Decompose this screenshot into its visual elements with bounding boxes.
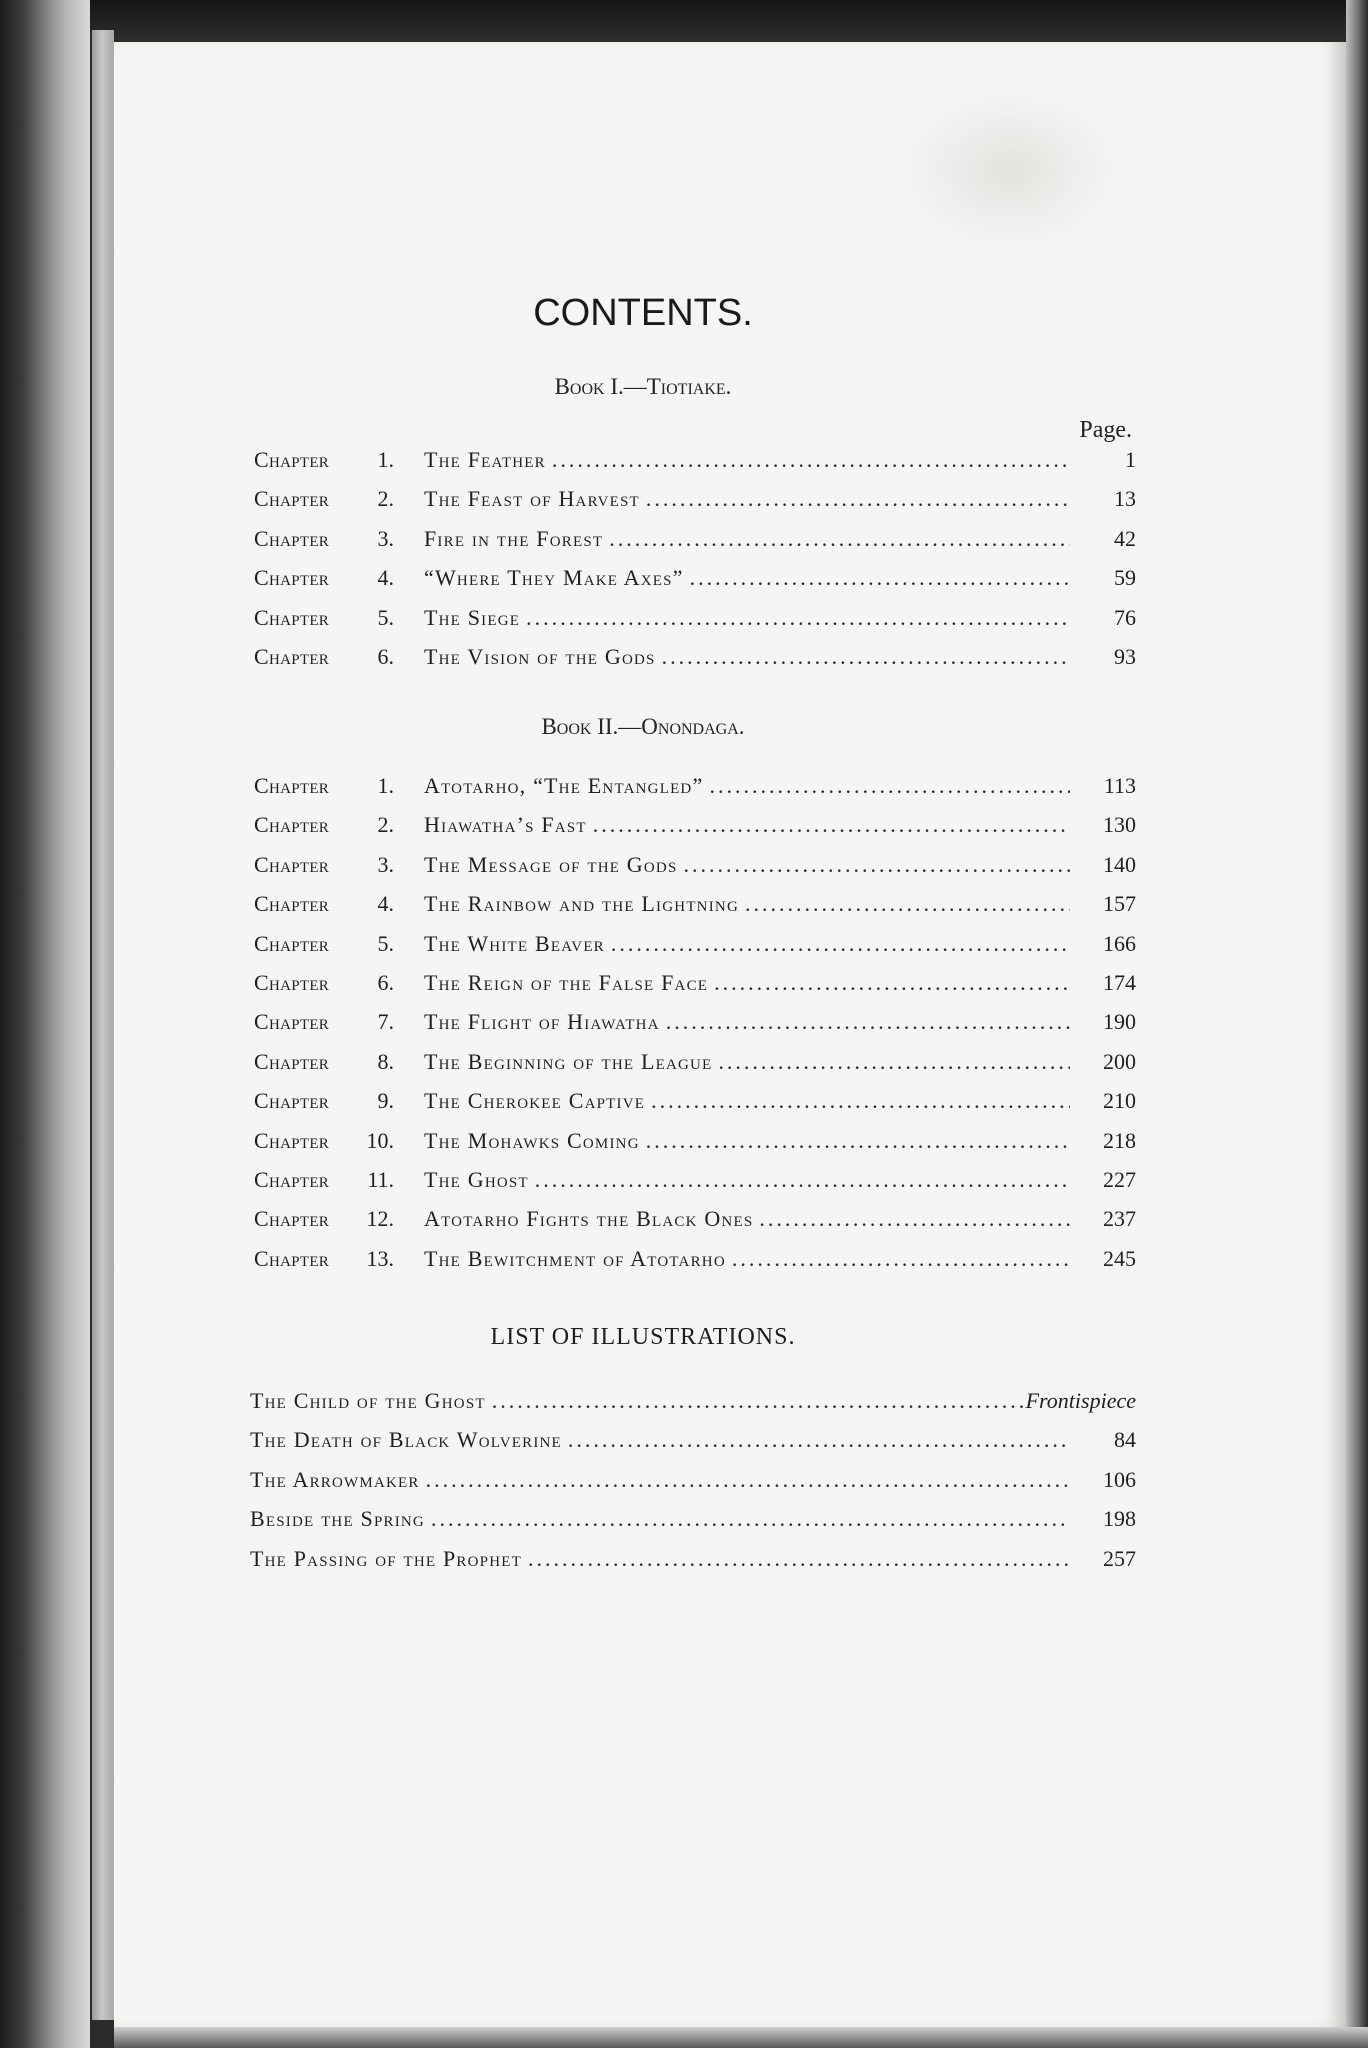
chapter-word: Chapter [254,970,330,995]
chapter-number: 7. [377,1009,394,1035]
table-of-contents [114,0,1346,2048]
chapter-row [254,891,1136,925]
chapter-word: Chapter [254,644,330,669]
chapter-row [254,1246,1136,1280]
chapter-row [254,970,1136,1004]
chapter-title: The Bewitchment of Atotarho [424,1245,726,1271]
chapter-word: Chapter [254,525,330,551]
illustration-row [250,1467,1136,1501]
chapter-word: Chapter [254,812,330,838]
dot-leader [552,447,1070,473]
chapter-word: Chapter [254,1245,330,1271]
chapter-page-number: 227 [1103,1167,1136,1192]
dot-leader [535,1167,1070,1193]
chapter-title: Fire in the Forest [424,525,604,551]
page-right-edge [1346,0,1368,2048]
chapter-word: Chapter [254,891,330,917]
chapter-page-number: 218 [1103,1127,1136,1153]
chapter-title: The Flight of Hiawatha [424,1009,660,1035]
illustration-page-number: Frontispiece [1025,1388,1136,1413]
chapter-word: Chapter [254,1167,330,1192]
dot-leader [426,1467,1070,1493]
illustration-page-number: 106 [1103,1466,1136,1492]
illustration-title: The Death of Black Wolverine [250,1427,562,1453]
chapter-title: The Vision of the Gods [424,644,656,669]
dot-leader [666,1009,1070,1035]
scan-left-edge [0,0,90,2048]
chapter-number: 2. [377,486,394,512]
chapter-title: The Mohawks Coming [424,1127,640,1153]
chapter-word: Chapter [254,604,330,630]
illustration-title: Beside the Spring [250,1506,425,1532]
chapter-page-number: 76 [1114,604,1136,630]
illustrations-heading: LIST OF ILLUSTRATIONS. [490,1324,796,1350]
illustration-page-number: 198 [1103,1506,1136,1532]
chapter-page-number: 200 [1103,1048,1136,1074]
chapter-number: 1. [377,773,394,798]
illustration-page-number: 257 [1103,1545,1136,1571]
page-column-label: Page. [1079,417,1132,443]
illustration-page-number: 84 [1114,1427,1136,1453]
chapter-word: Chapter [254,851,330,877]
chapter-number: 4. [377,565,394,591]
dot-leader [684,852,1071,878]
chapter-row [254,565,1136,599]
book-spine [92,30,114,2020]
chapter-page-number: 157 [1103,891,1136,917]
chapter-page-number: 210 [1103,1088,1136,1114]
chapter-title: The Cherokee Captive [424,1088,646,1114]
chapter-row [254,447,1136,481]
illustration-title: The Arrowmaker [250,1466,420,1492]
dot-leader [593,812,1070,838]
page-title: CONTENTS. [533,292,753,334]
chapter-page-number: 190 [1103,1009,1136,1035]
chapter-word: Chapter [254,486,330,512]
dot-leader [690,565,1070,591]
chapter-word: Chapter [254,1009,330,1035]
chapter-word: Chapter [254,1088,330,1114]
chapter-word: Chapter [254,1206,330,1232]
chapter-number: 12. [366,1206,394,1232]
dot-leader [651,1088,1070,1114]
dot-leader [568,1427,1070,1453]
dot-leader [528,1546,1070,1572]
illustration-row [250,1546,1136,1580]
chapter-page-number: 59 [1114,565,1136,591]
dot-leader [662,644,1070,670]
chapter-title: The Ghost [424,1167,529,1192]
chapter-title: The Reign of the False Face [424,970,709,995]
chapter-title: The Message of the Gods [424,851,678,877]
chapter-title: Atotarho, “The Entangled” [424,773,704,798]
chapter-row [254,812,1136,846]
chapter-word: Chapter [254,1127,330,1153]
chapter-title: “Where They Make Axes” [424,565,684,591]
chapter-number: 9. [377,1088,394,1114]
chapter-number: 4. [377,891,394,917]
chapter-row [254,1088,1136,1122]
chapter-title: The Beginning of the League [424,1048,713,1074]
chapter-row [254,1128,1136,1162]
chapter-page-number: 13 [1114,486,1136,512]
chapter-row [254,1009,1136,1043]
chapter-number: 5. [377,930,394,956]
chapter-word: Chapter [254,565,330,591]
chapter-word: Chapter [254,930,330,956]
chapter-page-number: 237 [1103,1206,1136,1232]
dot-leader [745,891,1070,917]
chapter-number: 3. [377,851,394,877]
dot-leader [759,1206,1070,1232]
chapter-page-number: 140 [1103,851,1136,877]
chapter-row [254,931,1136,965]
chapter-number: 11. [367,1167,394,1192]
chapter-number: 6. [377,970,394,995]
illustration-row [250,1506,1136,1540]
illustration-title: The Passing of the Prophet [250,1545,522,1571]
chapter-page-number: 130 [1103,812,1136,838]
chapter-page-number: 42 [1114,525,1136,551]
illustration-row [250,1388,1136,1422]
dot-leader [718,1049,1070,1075]
chapter-word: Chapter [254,773,330,798]
chapter-row [254,1167,1136,1201]
chapter-page-number: 113 [1103,773,1136,798]
chapter-word: Chapter [254,1048,330,1074]
chapter-page-number: 174 [1103,970,1136,995]
chapter-word: Chapter [254,447,330,472]
illustration-row [250,1427,1136,1461]
dot-leader [709,773,1070,799]
dot-leader [431,1506,1070,1532]
chapter-title: The White Beaver [424,930,605,956]
chapter-title: The Rainbow and the Lightning [424,891,739,917]
dot-leader [526,605,1070,631]
chapter-row [254,773,1136,807]
chapter-page-number: 93 [1114,644,1136,669]
chapter-row [254,1049,1136,1083]
chapter-title: The Siege [424,604,521,630]
dot-leader [732,1246,1070,1272]
chapter-row [254,526,1136,560]
chapter-row [254,644,1136,678]
dot-leader [611,931,1070,957]
chapter-number: 6. [377,644,394,669]
dot-leader [492,1388,1024,1414]
dot-leader [646,1128,1070,1154]
chapter-page-number: 245 [1103,1245,1136,1271]
chapter-page-number: 166 [1103,930,1136,956]
chapter-number: 8. [377,1048,394,1074]
chapter-number: 5. [377,604,394,630]
dot-leader [646,486,1070,512]
chapter-number: 10. [366,1127,394,1153]
book-1-heading: Book I.—Tiotiake. [554,374,732,399]
chapter-row [254,605,1136,639]
chapter-number: 1. [377,447,394,472]
chapter-number: 13. [366,1245,394,1271]
chapter-title: The Feast of Harvest [424,486,640,512]
chapter-row [254,486,1136,520]
chapter-title: Hiawatha’s Fast [424,812,587,838]
illustration-title: The Child of the Ghost [250,1388,486,1413]
chapter-title: Atotarho Fights the Black Ones [424,1206,754,1232]
book-2-heading: Book II.—Onondaga. [541,714,745,739]
chapter-row [254,852,1136,886]
chapter-page-number: 1 [1125,447,1136,472]
chapter-title: The Feather [424,447,546,472]
dot-leader [714,970,1070,996]
chapter-number: 2. [377,812,394,838]
dot-leader [609,526,1070,552]
chapter-number: 3. [377,525,394,551]
chapter-row [254,1206,1136,1240]
